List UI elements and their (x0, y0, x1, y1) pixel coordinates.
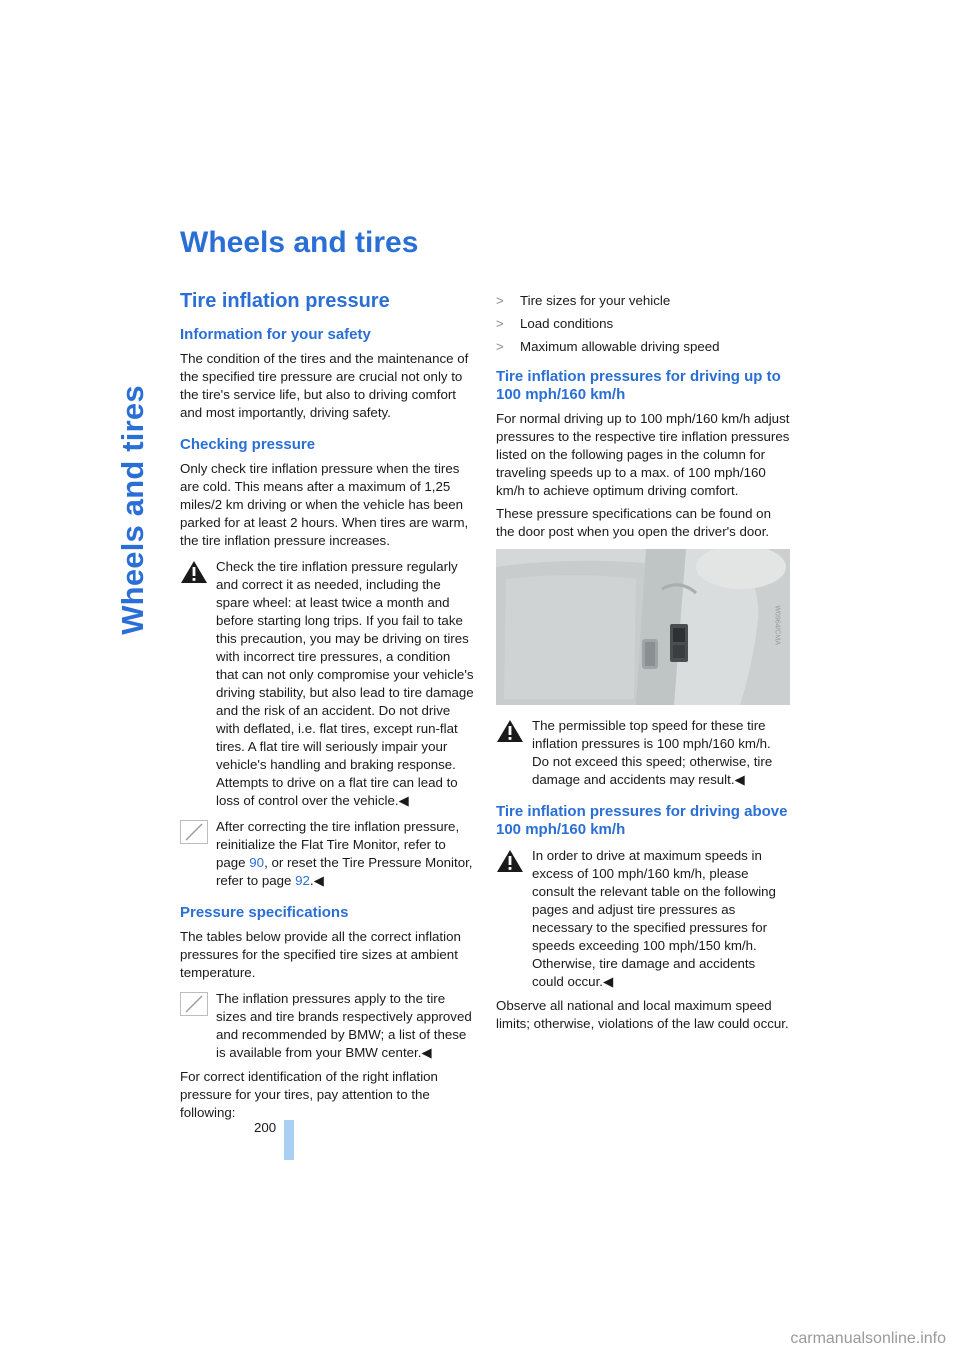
note-text-part1: After correcting the tire inflation pressure, reinitialize the Flat Tire Monitor, refer to page (216, 819, 460, 870)
warning-triangle-icon (180, 560, 208, 584)
watermark: carmanualsonline.info (790, 1330, 946, 1347)
sidebar-chapter-tab (108, 220, 158, 800)
note-text-part2: , or reset the Tire Pressure Monitor, refer to page (216, 855, 473, 888)
warning-note (180, 558, 474, 810)
info-note (180, 818, 474, 890)
page-number-bar (284, 1120, 294, 1160)
sidebar-chapter-label: Wheels and tires (115, 385, 150, 635)
info-note (180, 990, 474, 1062)
warning-text-check: Check the tire inflation pressure regularly and correct it as needed, including the spare wheel: at least twice a month and before starting long trips. If you fail to take this precaution, you may be driving on tires with incorrect tire pressures, a condition that can not only compromise your vehicle's driving stability, but also lead to tire damage and the risk of an accident. Do not drive with deflated, i.e. flat tires, except run-flat tires. A flat tire will seriously impair your vehicle's handling and braking response. Attempts to drive on a flat tire can lead to loss of control over the vehicle.◀ (216, 559, 474, 808)
section-title: Tire inflation pressure (180, 290, 390, 312)
list-item: > Maximum allowable driving speed (496, 338, 790, 356)
image-code: W0964/CMA (774, 604, 781, 645)
warning-triangle-icon (496, 849, 524, 873)
warning-text-max-speed: In order to drive at maximum speeds in excess of 100 mph/160 km/h, please consult the relevant table on the following pages and adjust tire pressures as necessary to the specified pressures for speeds exceeding 100 mph/150 km/h. Otherwise, tire damage and accidents could occur.◀ (532, 847, 776, 989)
heading-info-safety: Information for your safety (180, 326, 371, 343)
page-number: 200 (254, 1120, 277, 1135)
page-link-92[interactable]: 92 (295, 873, 310, 888)
warning-text-top-speed: The permissible top speed for these tire inflation pressures is 100 mph/160 km/h. Do not exceed this speed; otherwise, tire damage and accidents may result.◀ (532, 717, 773, 787)
paragraph-info-safety: The condition of the tires and the maintenance of the specified tire pressure are crucial not only to the tire's service life, but also to driving comfort and most importantly, driving safety. (180, 351, 469, 420)
warning-triangle-icon (496, 719, 524, 743)
list-item: > Load conditions (496, 315, 790, 333)
page-link-90[interactable]: 90 (249, 855, 265, 870)
note-pencil-icon (180, 992, 208, 1016)
note-pencil-icon (180, 820, 208, 844)
warning-note (496, 717, 790, 789)
door-post-photo (496, 549, 790, 705)
left-column (180, 292, 474, 1127)
paragraph-pressure-specs: The tables below provide all the correct inflation pressures for the specified tire sizes at ambient temperature. (180, 929, 461, 980)
note-text-part3: .◀ (309, 873, 324, 888)
paragraph-identification: For correct identification of the right inflation pressure for your tires, pay attention to the following: (180, 1069, 438, 1120)
heading-up-to-100: Tire inflation pressures for driving up to 100 mph/160 km/h (496, 367, 781, 403)
heading-pressure-specs: Pressure specifications (180, 904, 349, 921)
paragraph-speed-limits: Observe all national and local maximum speed limits; otherwise, violations of the law could occur. (496, 997, 789, 1031)
paragraph-door-post: These pressure specifications can be found on the door post when you open the driver's door. (496, 505, 771, 539)
heading-checking-pressure: Checking pressure (180, 436, 316, 453)
door-post-illustration (496, 549, 790, 705)
paragraph-up-to-100: For normal driving up to 100 mph/160 km/h adjust pressures to the respective tire inflation pressures listed on the following pages in the column for traveling speeds up to a max. of 100 mph/160 km/h to achieve optimum driving comfort. (496, 410, 790, 498)
right-column (496, 292, 790, 1038)
list-item: > Tire sizes for your vehicle (496, 292, 790, 310)
page-title: Wheels and tires (180, 226, 419, 259)
note-text-reinitialize (180, 818, 474, 890)
heading-above-100: Tire inflation pressures for driving above 100 mph/160 km/h (496, 802, 788, 838)
warning-note (496, 847, 790, 991)
paragraph-checking-pressure: Only check tire inflation pressure when the tires are cold. This means after a maximum of 1,25 miles/2 km driving or when the vehicle has been parked for at least 2 hours. When tires are warm, the tire inflation pressure increases. (180, 461, 469, 548)
note-text-approved-tires: The inflation pressures apply to the tire sizes and tire brands respectively approved and recommended by BMW; a list of these is available from your BMW center.◀ (216, 991, 472, 1060)
bullet-list (496, 292, 790, 356)
